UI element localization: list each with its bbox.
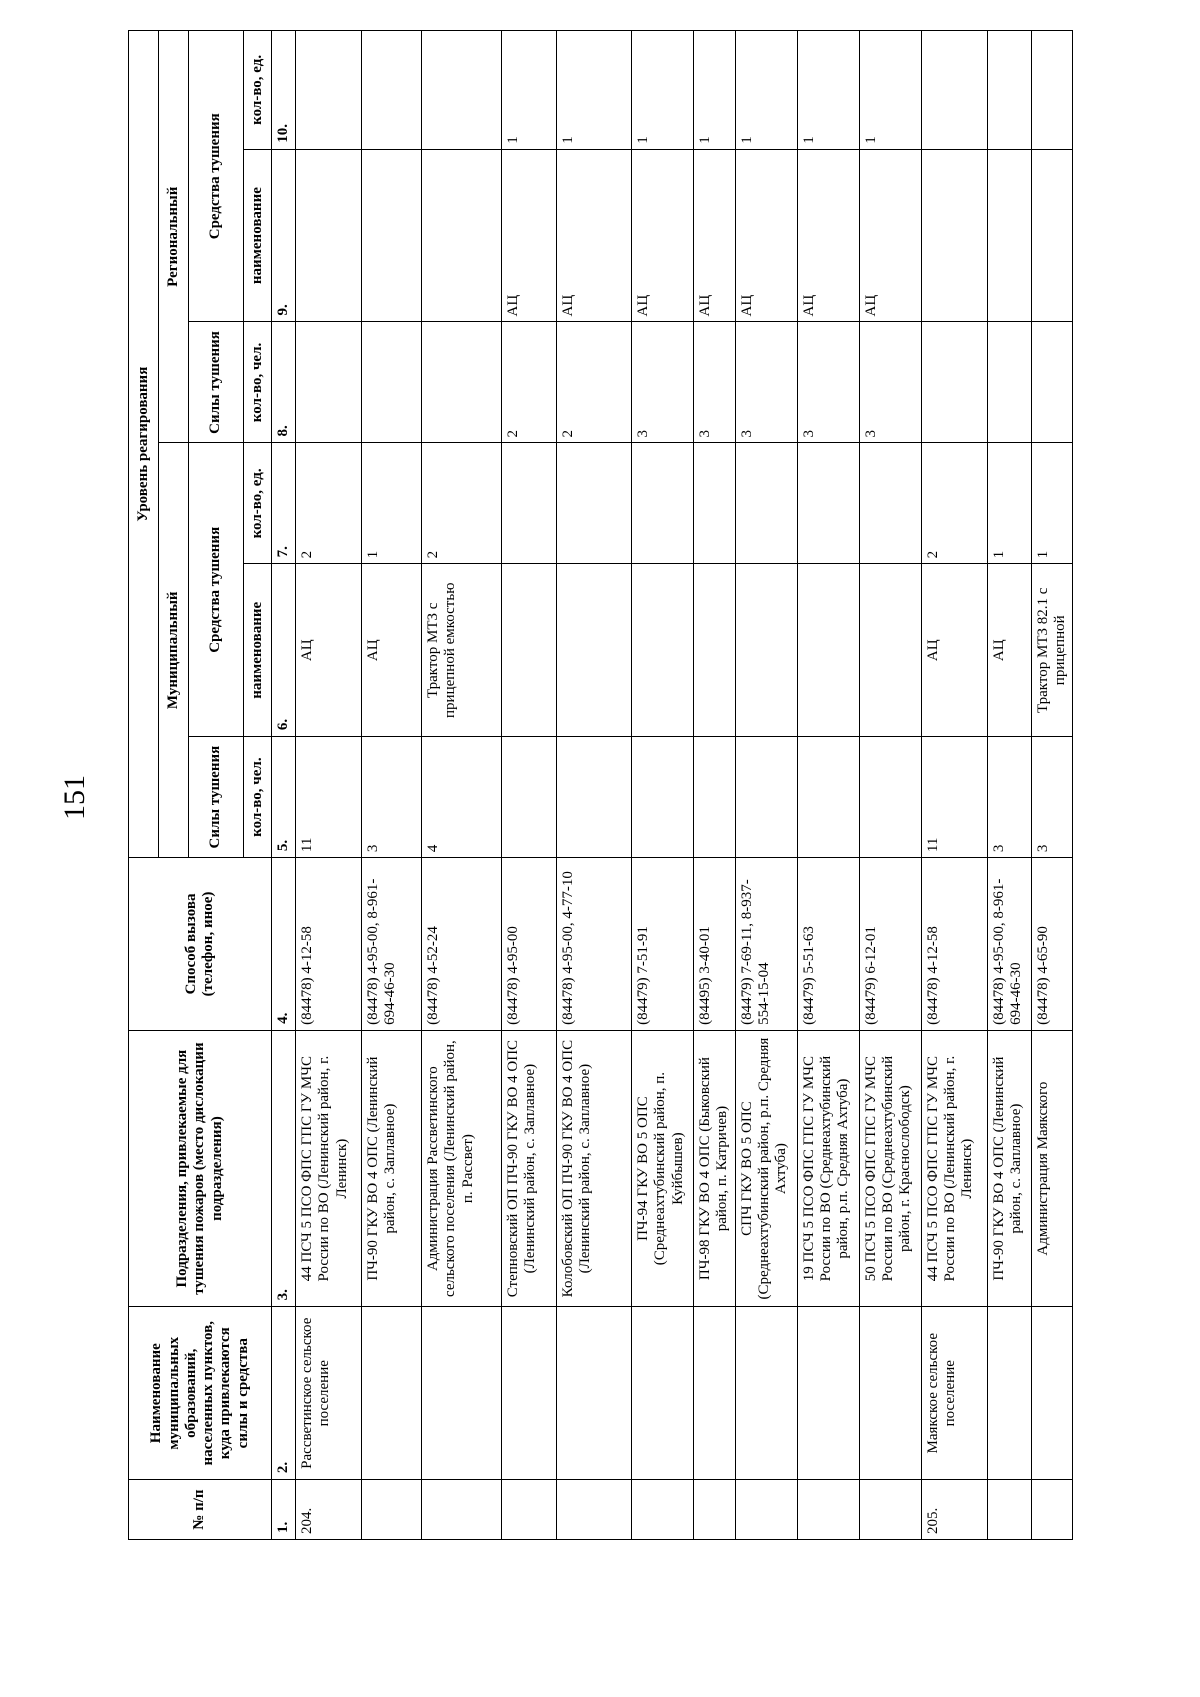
call-phone: (84495) 3-40-01 (694, 858, 736, 1031)
header-regional-means: Средства тушения (189, 31, 244, 323)
header-m-people: кол-во, чел. (244, 737, 272, 858)
table-row (557, 31, 632, 1540)
header-number: № п/п (129, 1480, 272, 1540)
municipal-means-count (735, 443, 797, 564)
municipal-means-count: 1 (987, 443, 1031, 564)
header-settlement: Наименование муниципальных образований, населенных пунктов, куда привлекаются силы и средства (129, 1307, 272, 1480)
header-unit: Подразделения, привлекаемые для тушения пожаров (место дислокации подразделения) (129, 1030, 272, 1306)
municipal-means-count (797, 443, 859, 564)
call-phone: (84478) 4-95-00 (502, 858, 557, 1031)
unit-name: 44 ПСЧ 5 ПСО ФПС ГПС ГУ МЧС России по ВО (Ленинский район, г. Ленинск) (921, 1030, 987, 1306)
regional-means-count (1031, 31, 1073, 150)
unit-name: ПЧ-94 ГКУ ВО 5 ОПС (Среднеахтубинский район, п. Куйбышев) (632, 1030, 694, 1306)
municipal-means-count (859, 443, 921, 564)
row-number (632, 1480, 694, 1540)
call-phone: (84478) 4-12-58 (921, 858, 987, 1031)
header-municipal-means: Средства тушения (189, 443, 244, 737)
row-number (1031, 1480, 1073, 1540)
municipal-people (632, 737, 694, 858)
municipal-means-name (632, 564, 694, 737)
municipal-means-count: 2 (921, 443, 987, 564)
col-num: 3. (272, 1030, 296, 1306)
regional-means-count (921, 31, 987, 150)
row-number: 205. (921, 1480, 987, 1540)
regional-people: 3 (694, 322, 736, 443)
settlement-name (1031, 1307, 1073, 1480)
row-number (694, 1480, 736, 1540)
municipal-people: 4 (422, 737, 502, 858)
header-r-count: кол-во, ед. (244, 31, 272, 150)
row-number (362, 1480, 422, 1540)
regional-people: 2 (557, 322, 632, 443)
call-phone: (84479) 7-51-91 (632, 858, 694, 1031)
regional-means-name (1031, 149, 1073, 322)
call-phone: (84478) 4-95-00, 8-961-694-46-30 (362, 858, 422, 1031)
municipal-people (797, 737, 859, 858)
table-row (362, 31, 422, 1540)
municipal-means-name: АЦ (362, 564, 422, 737)
regional-means-name: АЦ (502, 149, 557, 322)
municipal-people (502, 737, 557, 858)
settlement-name (797, 1307, 859, 1480)
regional-people: 3 (632, 322, 694, 443)
municipal-means-name: АЦ (296, 564, 362, 737)
row-number (797, 1480, 859, 1540)
regional-people: 3 (797, 322, 859, 443)
table-row (987, 31, 1031, 1540)
regional-means-count: 1 (859, 31, 921, 150)
municipal-people: 3 (1031, 737, 1073, 858)
col-num: 8. (272, 322, 296, 443)
municipal-means-count: 1 (1031, 443, 1073, 564)
header-r-people: кол-во, чел. (244, 322, 272, 443)
regional-means-count: 1 (502, 31, 557, 150)
municipal-people: 3 (987, 737, 1031, 858)
regional-means-count (987, 31, 1031, 150)
call-phone: (84478) 4-95-00, 4-77-10 (557, 858, 632, 1031)
municipal-means-name (859, 564, 921, 737)
header-r-name: наименование (244, 149, 272, 322)
col-num: 6. (272, 564, 296, 737)
unit-name: 44 ПСЧ 5 ПСО ФПС ГПС ГУ МЧС России по ВО (Ленинский район, г. Ленинск) (296, 1030, 362, 1306)
municipal-people (694, 737, 736, 858)
table-header (129, 31, 296, 1540)
regional-means-name: АЦ (797, 149, 859, 322)
header-call-method: Способ вызова (телефон, иное) (129, 858, 272, 1031)
col-num: 9. (272, 149, 296, 322)
header-regional: Региональный (159, 31, 189, 443)
municipal-means-name: АЦ (921, 564, 987, 737)
settlement-name (735, 1307, 797, 1480)
row-number (987, 1480, 1031, 1540)
municipal-means-name: Трактор МТЗ с прицепной емкостью (422, 564, 502, 737)
regional-means-count: 1 (694, 31, 736, 150)
fire-response-table (128, 30, 1073, 1540)
regional-means-name (422, 149, 502, 322)
row-number (502, 1480, 557, 1540)
municipal-means-count: 1 (362, 443, 422, 564)
municipal-people (859, 737, 921, 858)
call-phone: (84478) 4-12-58 (296, 858, 362, 1031)
municipal-people (735, 737, 797, 858)
row-number (859, 1480, 921, 1540)
municipal-means-name: АЦ (987, 564, 1031, 737)
municipal-means-name (735, 564, 797, 737)
unit-name: Администрация Маякского (1031, 1030, 1073, 1306)
regional-people: 3 (735, 322, 797, 443)
table-row (921, 31, 987, 1540)
table-body (296, 31, 1073, 1540)
regional-means-count (362, 31, 422, 150)
call-phone: (84478) 4-65-90 (1031, 858, 1073, 1031)
table-row (502, 31, 557, 1540)
regional-people (296, 322, 362, 443)
regional-people (422, 322, 502, 443)
header-response-level: Уровень реагирования (129, 31, 159, 858)
settlement-name (987, 1307, 1031, 1480)
regional-means-count: 1 (735, 31, 797, 150)
regional-means-name: АЦ (632, 149, 694, 322)
regional-means-name: АЦ (557, 149, 632, 322)
col-num: 4. (272, 858, 296, 1031)
column-numbers-row (272, 31, 296, 1540)
municipal-people: 11 (296, 737, 362, 858)
unit-name: СПЧ ГКУ ВО 5 ОПС (Среднеахтубинский район, р.п. Средняя Ахтуба) (735, 1030, 797, 1306)
table-row (422, 31, 502, 1540)
regional-means-name (987, 149, 1031, 322)
regional-means-name (921, 149, 987, 322)
municipal-means-name (797, 564, 859, 737)
regional-people: 2 (502, 322, 557, 443)
unit-name: 50 ПСЧ 5 ПСО ФПС ГПС ГУ МЧС России по ВО (Среднеахтубинский район, г. Краснослободск) (859, 1030, 921, 1306)
regional-means-name: АЦ (735, 149, 797, 322)
header-municipal-forces: Силы тушения (189, 737, 244, 858)
header-m-count: кол-во, ед. (244, 443, 272, 564)
table-row (296, 31, 362, 1540)
regional-people (987, 322, 1031, 443)
regional-means-count: 1 (797, 31, 859, 150)
regional-means-count (296, 31, 362, 150)
municipal-means-count (694, 443, 736, 564)
call-phone: (84478) 4-52-24 (422, 858, 502, 1031)
header-regional-forces: Силы тушения (189, 322, 244, 443)
municipal-means-name (557, 564, 632, 737)
col-num: 5. (272, 737, 296, 858)
settlement-name: Маякское сельское поселение (921, 1307, 987, 1480)
settlement-name (859, 1307, 921, 1480)
row-number (422, 1480, 502, 1540)
regional-means-name (362, 149, 422, 322)
regional-means-count (422, 31, 502, 150)
regional-people: 3 (859, 322, 921, 443)
unit-name: Степновский ОП ПЧ-90 ГКУ ВО 4 ОПС (Ленинский район, с. Заплавное) (502, 1030, 557, 1306)
regional-means-count: 1 (557, 31, 632, 150)
regional-means-name: АЦ (694, 149, 736, 322)
regional-means-count: 1 (632, 31, 694, 150)
municipal-means-name (694, 564, 736, 737)
regional-means-name: АЦ (859, 149, 921, 322)
settlement-name (694, 1307, 736, 1480)
settlement-name (502, 1307, 557, 1480)
rotated-page (128, 30, 1118, 1540)
table-row (694, 31, 736, 1540)
municipal-means-name: Трактор МТЗ 82.1 с прицепной (1031, 564, 1073, 737)
unit-name: ПЧ-98 ГКУ ВО 4 ОПС (Быковский район, п. Катричев) (694, 1030, 736, 1306)
regional-people (1031, 322, 1073, 443)
settlement-name (422, 1307, 502, 1480)
call-phone: (84479) 5-51-63 (797, 858, 859, 1031)
table-row (797, 31, 859, 1540)
settlement-name (557, 1307, 632, 1480)
col-num: 2. (272, 1307, 296, 1480)
page-number: 151 (58, 775, 91, 820)
unit-name: ПЧ-90 ГКУ ВО 4 ОПС (Ленинский район, с. Заплавное) (987, 1030, 1031, 1306)
settlement-name (632, 1307, 694, 1480)
call-phone: (84479) 7-69-11, 8-937-554-15-04 (735, 858, 797, 1031)
municipal-people: 3 (362, 737, 422, 858)
regional-means-name (296, 149, 362, 322)
regional-people (921, 322, 987, 443)
municipal-means-count (632, 443, 694, 564)
regional-people (362, 322, 422, 443)
call-phone: (84479) 6-12-01 (859, 858, 921, 1031)
header-municipal: Муниципальный (159, 443, 189, 858)
municipal-people: 11 (921, 737, 987, 858)
municipal-means-count (502, 443, 557, 564)
col-num: 10. (272, 31, 296, 150)
call-phone: (84478) 4-95-00, 8-961-694-46-30 (987, 858, 1031, 1031)
row-number: 204. (296, 1480, 362, 1540)
municipal-means-name (502, 564, 557, 737)
settlement-name: Рассветинское сельское поселение (296, 1307, 362, 1480)
unit-name: 19 ПСЧ 5 ПСО ФПС ГПС ГУ МЧС России по ВО (Среднеахтубинский район, р.п. Средняя Ахтуба) (797, 1030, 859, 1306)
table-row (1031, 31, 1073, 1540)
unit-name: Колобовский ОП ПЧ-90 ГКУ ВО 4 ОПС (Ленинский район, с. Заплавное) (557, 1030, 632, 1306)
table-row (859, 31, 921, 1540)
municipal-means-count (557, 443, 632, 564)
municipal-means-count: 2 (422, 443, 502, 564)
settlement-name (362, 1307, 422, 1480)
unit-name: ПЧ-90 ГКУ ВО 4 ОПС (Ленинский район, с. Заплавное) (362, 1030, 422, 1306)
municipal-means-count: 2 (296, 443, 362, 564)
municipal-people (557, 737, 632, 858)
unit-name: Администрация Рассветинского сельского поселения (Ленинский район, п. Рассвет) (422, 1030, 502, 1306)
header-m-name: наименование (244, 564, 272, 737)
col-num: 7. (272, 443, 296, 564)
col-num: 1. (272, 1480, 296, 1540)
row-number (557, 1480, 632, 1540)
table-row (735, 31, 797, 1540)
row-number (735, 1480, 797, 1540)
table-row (632, 31, 694, 1540)
